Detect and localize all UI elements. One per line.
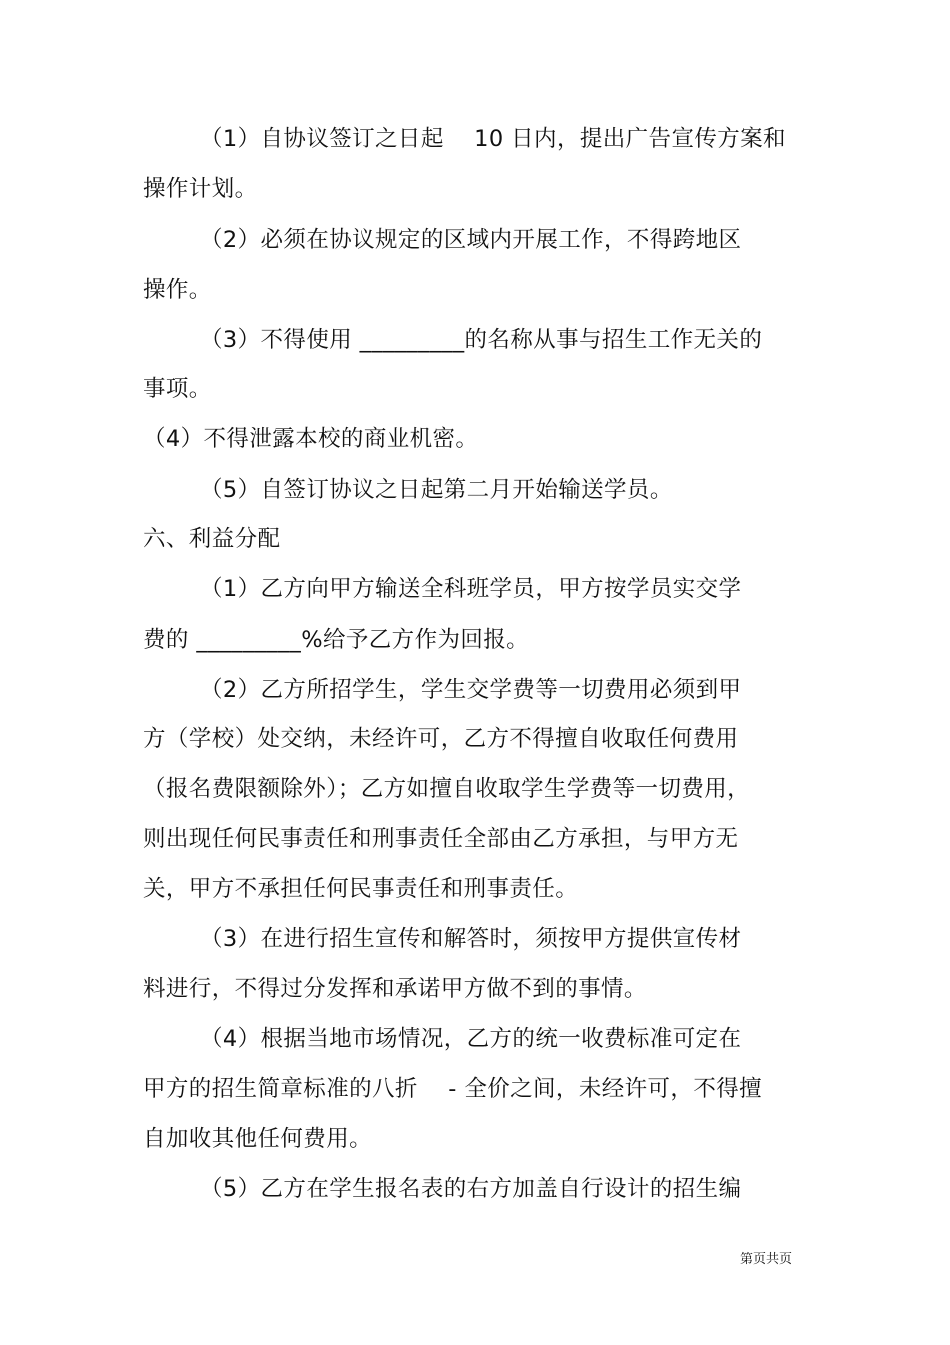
paragraph-line: （3）在进行招生宣传和解答时，须按甲方提供宣传材 [200,926,742,952]
paragraph-line: （4）根据当地市场情况，乙方的统一收费标准可定在 [200,1026,742,1052]
paragraph-line: （4）不得泄露本校的商业机密。 [143,426,479,452]
paragraph-line: （2）乙方所招学生，学生交学费等一切费用必须到甲 [200,677,742,703]
paragraph-line: 事项。 [143,376,212,402]
paragraph-line: （5）自签订协议之日起第二月开始输送学员。 [200,477,673,503]
paragraph-line: 方（学校）处交纳，未经许可，乙方不得擅自收取任何费用 [143,726,739,752]
paragraph-line: 关，甲方不承担任何民事责任和刑事责任。 [143,876,579,902]
paragraph-line: 费的 _________%给予乙方作为回报。 [143,627,530,653]
page-footer: 第页共页 [740,1252,793,1267]
paragraph-line: （3）不得使用 _________的名称从事与招生工作无关的 [200,327,763,353]
paragraph-line: 甲方的招生简章标准的八折 - 全价之间，未经许可，不得擅 [143,1076,763,1102]
paragraph-line: （报名费限额除外）；乙方如擅自收取学生学费等一切费用， [143,776,751,802]
paragraph-line: 操作。 [143,277,212,303]
section-heading: 六、利益分配 [143,526,281,552]
paragraph-line: 操作计划。 [143,176,258,202]
paragraph-line: （1）乙方向甲方输送全科班学员，甲方按学员实交学 [200,576,742,602]
paragraph-line: （5）乙方在学生报名表的右方加盖自行设计的招生编 [200,1176,742,1202]
paragraph-line: （1）自协议签订之日起 10 日内，提出广告宣传方案和 [200,126,786,152]
paragraph-line: （2）必须在协议规定的区域内开展工作，不得跨地区 [200,227,742,253]
paragraph-line: 则出现任何民事责任和刑事责任全部由乙方承担，与甲方无 [143,826,739,852]
paragraph-line: 料进行，不得过分发挥和承诺甲方做不到的事情。 [143,976,647,1002]
paragraph-line: 自加收其他任何费用。 [143,1126,373,1152]
